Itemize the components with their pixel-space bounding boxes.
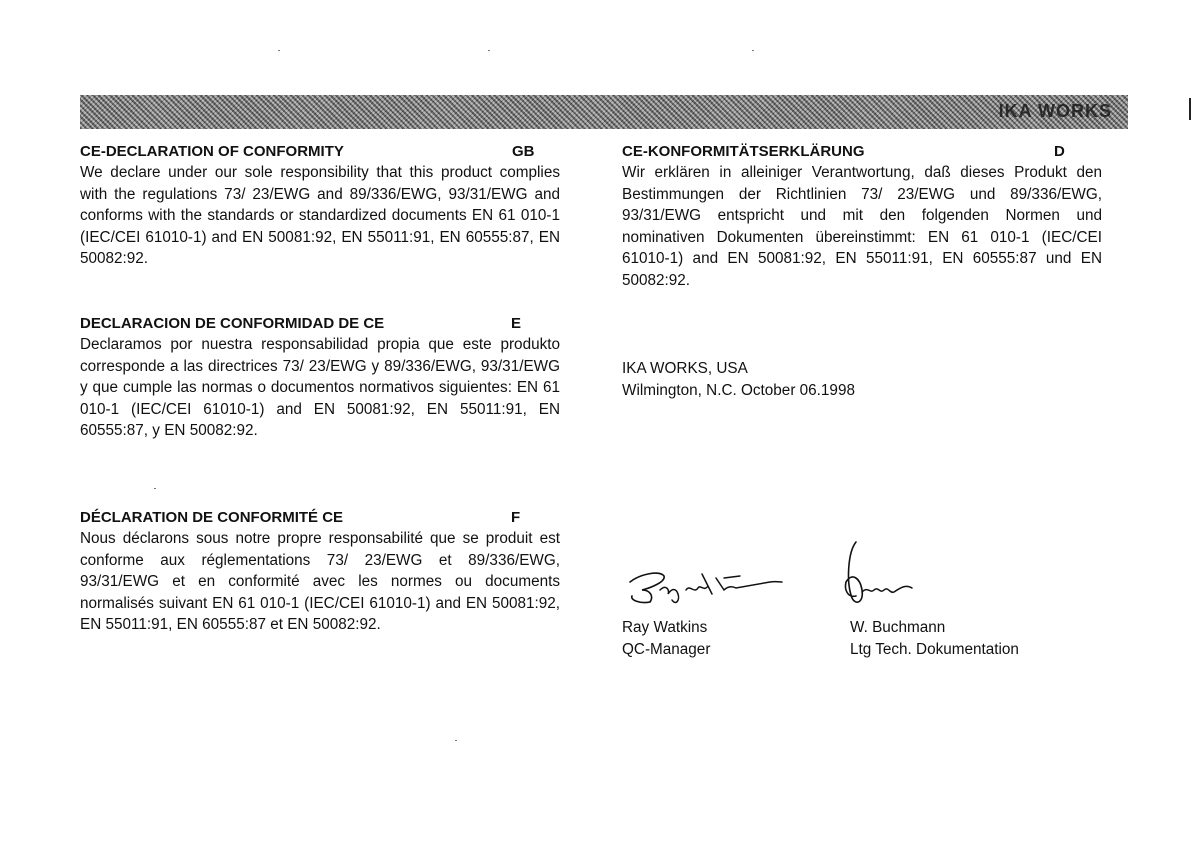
signatory-2-name: W. Buchmann [850, 619, 946, 636]
declaration-gb-body: We declare under our sole responsibility that this product complies with the regulations 73/ 23/EWG and 89/336/EWG, 93/31/EWG and conforms with the standards or standardized documents EN 61 010-1 (IEC/CEI 61010-1) and EN 50081:92, EN 55011:91, EN 60555:87, EN 50082:92. [80, 164, 560, 268]
declaration-f-header [80, 508, 560, 528]
signature-buchmann [838, 532, 928, 612]
declaration-d [622, 142, 1102, 292]
signature-watkins [620, 560, 790, 610]
declaration-d-header [622, 142, 1102, 162]
declaration-d-lang: D [1054, 143, 1065, 160]
declaration-d-title: CE-KONFORMITÄTSERKLÄRUNG [622, 143, 865, 160]
signatory-2-role: Ltg Tech. Dokumentation [850, 641, 1019, 658]
scan-speck [488, 50, 490, 51]
declaration-e-body: Declaramos por nuestra responsabilidad propia que este produkto corresponde a las directrices 73/ 23/EWG y 89/336/EWG, 93/31/EWG y que cumple las normas o documentos normativos siguientes: EN 61 010-1 (IEC/CEI 61010-1) and EN 50081:92, EN 55011:91, EN 60555:87, y EN 50082:92. [80, 336, 560, 440]
header-band-text: IKA WORKS [998, 101, 1112, 121]
scan-speck [752, 50, 754, 51]
declaration-f [80, 508, 560, 636]
company-name: IKA WORKS, USA [622, 360, 748, 377]
page-edge-mark [1189, 98, 1191, 120]
declaration-e-lang: E [511, 315, 522, 332]
declaration-gb-title: CE-DECLARATION OF CONFORMITY [80, 143, 344, 160]
header-band [80, 95, 1128, 129]
declaration-f-body: Nous déclarons sous notre propre responsabilité que se produit est conforme aux réglementations 73/ 23/EWG et 89/336/EWG, 93/31/EWG et en conformité avec les normes ou documents normalisés suivant EN 61 010-1 (IEC/CEI 61010-1) and EN 50081:92, EN 55011:91, EN 60555:87 et EN 50082:92. [80, 530, 560, 634]
signatory-1-role: QC-Manager [622, 641, 711, 658]
declaration-f-title: DÉCLARATION DE CONFORMITÉ CE [80, 509, 344, 526]
declaration-f-lang: F [511, 509, 521, 526]
declaration-e-header [80, 314, 560, 334]
declaration-gb [80, 142, 560, 270]
scan-speck [154, 488, 156, 489]
declaration-gb-header [80, 142, 560, 162]
declaration-gb-lang: GB [512, 143, 535, 160]
declaration-e [80, 314, 560, 442]
signatory-1-name: Ray Watkins [622, 619, 708, 636]
declaration-e-title: DECLARACION DE CONFORMIDAD DE CE [80, 315, 385, 332]
scan-speck [278, 50, 280, 51]
declaration-d-body: Wir erklären in alleiniger Verantwortung, daß dieses Produkt den Bestimmungen der Richtlinien 73/ 23/EWG und 89/336/EWG, 93/31/EWG entspricht und mit den folgenden Normen und nominativen Dokumenten übereinstimmt: EN 61 010-1 (IEC/CEI 61010-1) and EN 50081:92, EN 55011:91, EN 60555:87 und EN 50082:92. [622, 164, 1102, 289]
place-date: Wilmington, N.C. October 06.1998 [622, 382, 855, 399]
scan-speck [455, 740, 457, 741]
